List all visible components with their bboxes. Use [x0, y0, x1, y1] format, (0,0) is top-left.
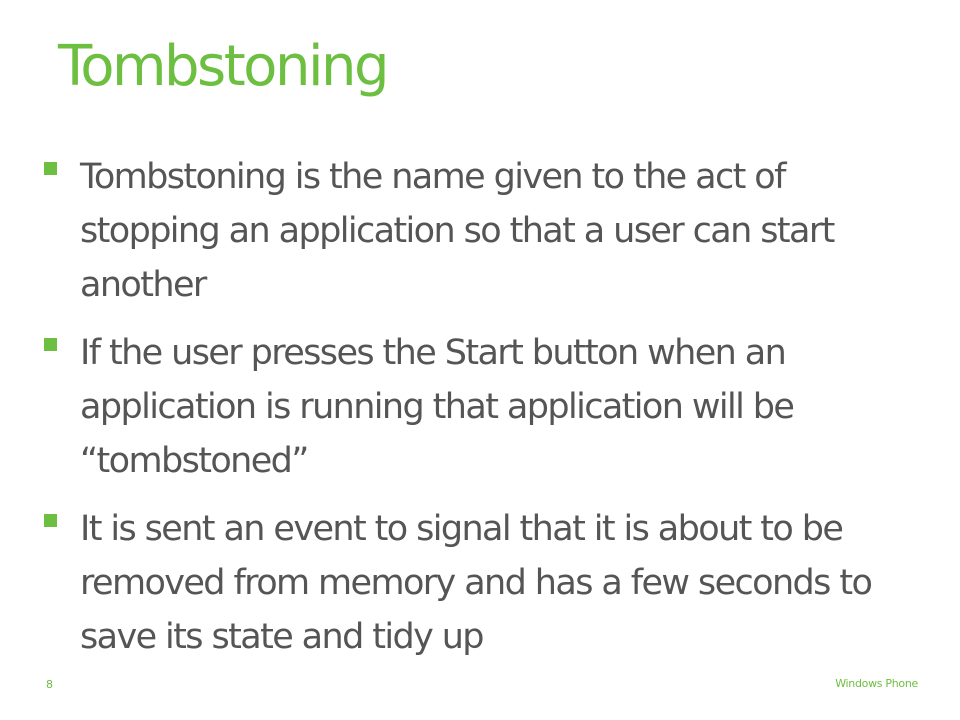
square-bullet-icon — [44, 338, 57, 351]
bullet-text: Tombstoning is the name given to the act of stopping an application so that a user can start another — [80, 157, 834, 305]
square-bullet-icon — [44, 514, 57, 527]
bullet-item — [44, 150, 924, 312]
square-bullet-icon — [44, 162, 57, 175]
slide-title: Tombstoning — [58, 34, 388, 99]
bullet-list — [44, 150, 924, 678]
bullet-item — [44, 326, 924, 488]
bullet-text: If the user presses the Start button when an application is running that application will be “tombstoned” — [80, 333, 794, 481]
bullet-text: It is sent an event to signal that it is about to be removed from memory and has a few seconds to save its state and tidy up — [80, 509, 872, 657]
footer-brand: Windows Phone — [835, 677, 918, 690]
bullet-item — [44, 502, 924, 664]
page-number: 8 — [46, 678, 53, 691]
